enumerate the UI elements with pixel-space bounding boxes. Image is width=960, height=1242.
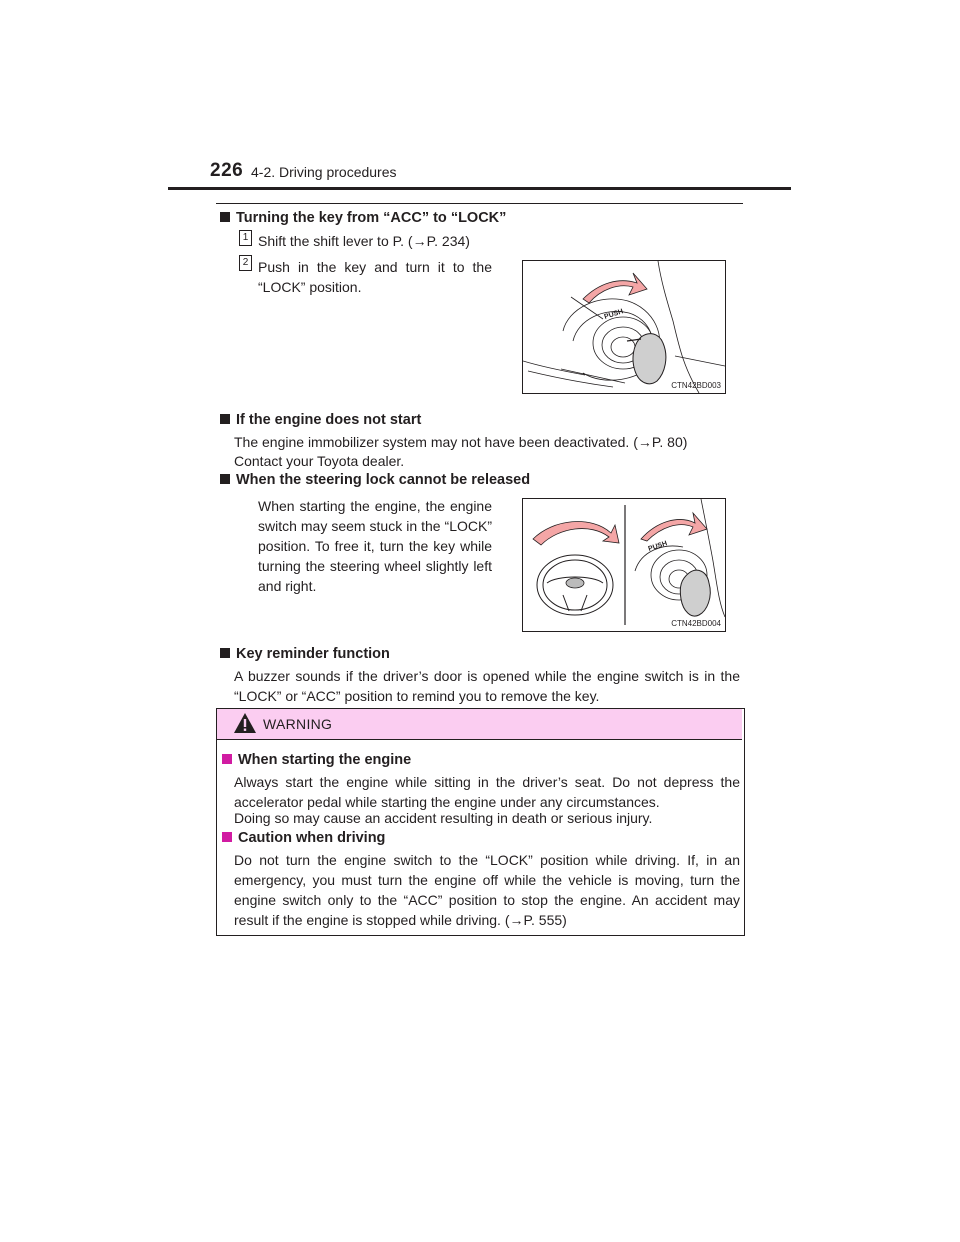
push-label: PUSH [603,308,625,321]
warning-heading-starting: When starting the engine [222,752,411,768]
square-bullet-icon [220,474,230,484]
square-bullet-icon [220,212,230,222]
warning-title: WARNING [263,716,333,732]
section-title: 4-2. Driving procedures [251,164,397,180]
warning-heading-driving: Caution when driving [222,830,385,846]
ignition-key-illustration [523,261,725,393]
page-number: 226 [210,160,244,181]
header-rule [168,187,791,190]
steering-lock-text: When starting the engine, the engine switch may seem stuck in the “LOCK” position. To free it, turn the key while turning the steering wheel slightly left and right. [258,498,492,594]
key-lock-figure [522,260,726,394]
push-label-2: PUSH [647,540,669,553]
key-reminder-text: A buzzer sounds if the driver’s door is opened while the engine switch is in the “LOCK” or “ACC” position to remind you to remove the key. [234,668,740,704]
engine-not-start-text-1: The engine immobilizer system may not have been deactivated. (→P. 80) [234,434,688,450]
warning-text-starting: Always start the engine while sitting in the driver’s seat. Do not depress the accelerator pedal while starting the engine under any circumstances. [234,774,740,810]
step-text-1: Shift the shift lever to P. (→P. 234) [258,233,470,249]
square-bullet-icon [222,832,232,842]
warning-text-driving: Do not turn the engine switch to the “LOCK” position while driving. If, in an emergency, you must turn the engine off while the vehicle is moving, turn the engine switch only to the “ACC” position to stop the engine. An accident may result if the engine is stopped while driving. (→P. 555) [234,852,740,928]
step-number-2: 2 [239,255,252,271]
section-rule [216,203,743,204]
heading-turning-key: Turning the key from “ACC” to “LOCK” [220,210,506,226]
figure-code: CTN42BD003 [671,381,721,390]
steering-lock-figure [522,498,726,632]
step-text-2: Push in the key and turn it to the “LOCK” position. [258,259,492,295]
heading-key-reminder: Key reminder function [220,646,390,662]
step-number-1: 1 [239,230,252,246]
warning-triangle-icon [233,712,257,734]
heading-steering-lock: When the steering lock cannot be released [220,472,530,488]
square-bullet-icon [220,648,230,658]
steering-wheel-illustration [523,499,725,631]
warning-text-starting-2: Doing so may cause an accident resulting in death or serious injury. [234,810,653,826]
heading-engine-not-start: If the engine does not start [220,412,421,428]
engine-not-start-text-2: Contact your Toyota dealer. [234,453,405,469]
square-bullet-icon [220,414,230,424]
figure-code-2: CTN42BD004 [671,619,721,628]
square-bullet-icon [222,754,232,764]
